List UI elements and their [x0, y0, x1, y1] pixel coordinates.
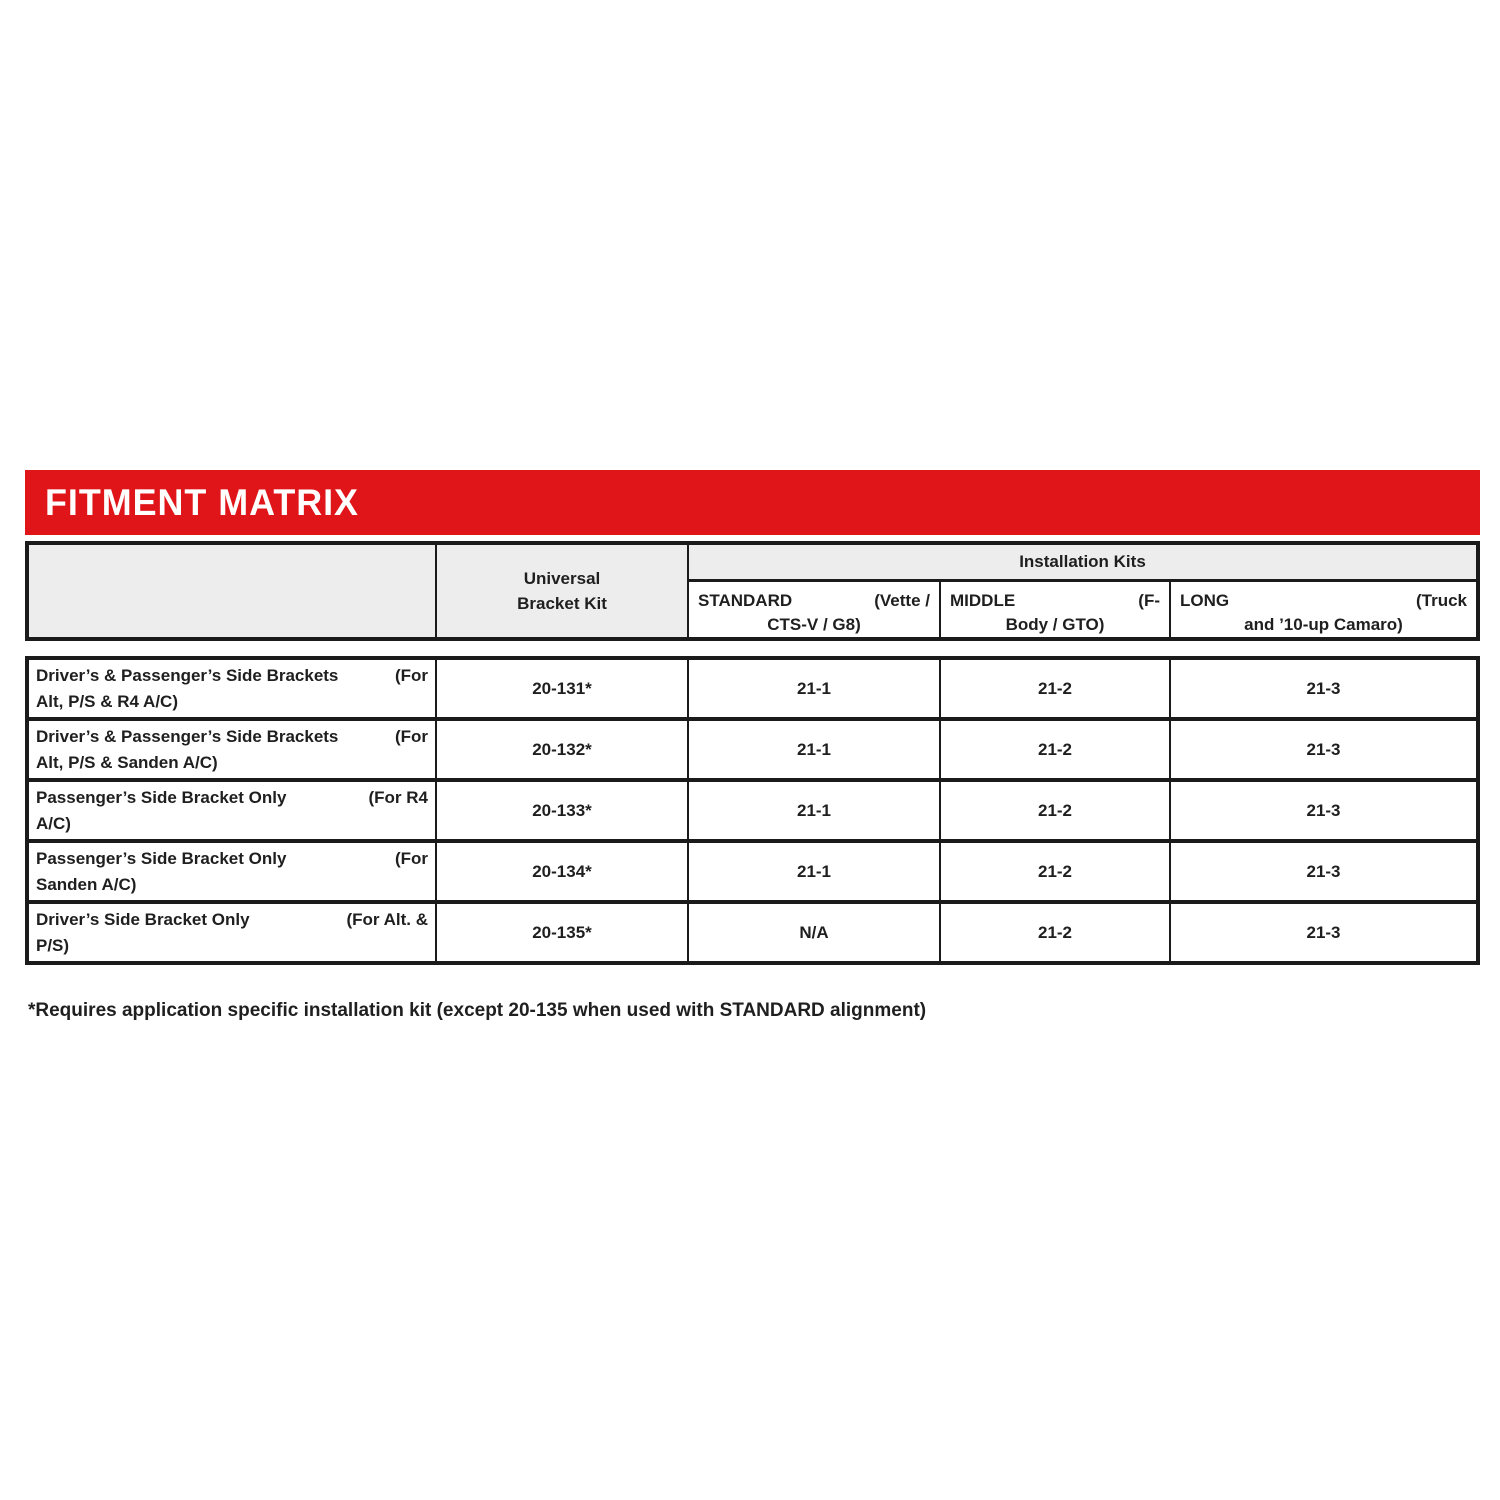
table-row — [29, 904, 1476, 961]
fitment-body-table — [25, 656, 1480, 965]
universal-kit-value: 20-134* — [437, 843, 689, 900]
row-label-line1-right: (For R4 — [368, 788, 428, 807]
long-kit-applications-part2: and ’10-up Camaro) — [1244, 615, 1403, 634]
middle-kit-applications-part2: Body / GTO) — [1005, 615, 1105, 634]
standard-kit-value: 21-1 — [689, 843, 941, 900]
universal-kit-value: 20-131* — [437, 660, 689, 717]
row-label-line1-left: Passenger’s Side Bracket Only — [36, 849, 287, 868]
row-label-line2: P/S) — [36, 936, 70, 955]
header-long-kit — [1171, 582, 1476, 637]
middle-kit-value: 21-2 — [941, 843, 1171, 900]
middle-kit-applications-part1: (F- — [1138, 591, 1160, 610]
row-label-line1-right: (For — [394, 666, 428, 685]
universal-kit-value: 20-135* — [437, 904, 689, 961]
standard-kit-applications-part2: CTS-V / G8) — [767, 615, 861, 634]
long-kit-applications-part1: (Truck — [1415, 591, 1467, 610]
standard-kit-value: 21-1 — [689, 721, 941, 778]
standard-kit-value: 21-1 — [689, 660, 941, 717]
universal-kit-value: 20-132* — [437, 721, 689, 778]
long-kit-value: 21-3 — [1171, 782, 1476, 839]
long-kit-value: 21-3 — [1171, 904, 1476, 961]
header-middle-kit — [941, 582, 1171, 637]
row-label-line1-left: Driver’s Side Bracket Only — [36, 910, 250, 929]
installation-kits-subheader-row — [689, 582, 1476, 637]
header-table — [25, 541, 1480, 641]
table-row — [29, 721, 1476, 782]
table-row — [29, 843, 1476, 904]
universal-bracket-kit-line2: Bracket Kit — [517, 594, 607, 613]
table-row — [29, 782, 1476, 843]
row-label-line1-right: (For — [394, 849, 428, 868]
long-kit-value: 21-3 — [1171, 660, 1476, 717]
middle-kit-value: 21-2 — [941, 904, 1171, 961]
middle-kit-value: 21-2 — [941, 721, 1171, 778]
row-label-line2: A/C) — [36, 814, 71, 833]
row-label — [29, 843, 437, 900]
row-label-line2: Alt, P/S & Sanden A/C) — [36, 753, 218, 772]
standard-kit-applications-part1: (Vette / — [874, 591, 930, 610]
standard-kit-name: STANDARD — [698, 591, 793, 610]
header-universal-bracket-kit — [437, 545, 689, 637]
fitment-matrix-banner — [25, 470, 1480, 535]
row-label-line1-right: (For Alt. & — [346, 910, 428, 929]
long-kit-value: 21-3 — [1171, 721, 1476, 778]
middle-kit-name: MIDDLE — [950, 591, 1016, 610]
row-label-line1-right: (For — [394, 727, 428, 746]
row-label — [29, 904, 437, 961]
row-label — [29, 660, 437, 717]
long-kit-value: 21-3 — [1171, 843, 1476, 900]
standard-kit-value: 21-1 — [689, 782, 941, 839]
universal-kit-value: 20-133* — [437, 782, 689, 839]
header-standard-kit — [689, 582, 941, 637]
footnote: *Requires application specific installation kit (except 20-135 when used with STANDARD alignment) — [28, 1000, 927, 1021]
standard-kit-value: N/A — [689, 904, 941, 961]
row-label — [29, 782, 437, 839]
row-label-line1-left: Passenger’s Side Bracket Only — [36, 788, 287, 807]
header-empty-cell — [29, 545, 437, 637]
middle-kit-value: 21-2 — [941, 660, 1171, 717]
row-label-line2: Alt, P/S & R4 A/C) — [36, 692, 178, 711]
table-row — [29, 660, 1476, 721]
installation-kits-header: Installation Kits — [689, 545, 1476, 582]
middle-kit-value: 21-2 — [941, 782, 1171, 839]
installation-kits-group — [689, 545, 1476, 637]
row-label-line1-left: Driver’s & Passenger’s Side Brackets — [36, 727, 339, 746]
universal-bracket-kit-line1: Universal — [523, 569, 601, 588]
page-title: FITMENT MATRIX — [45, 481, 359, 523]
row-label-line1-left: Driver’s & Passenger’s Side Brackets — [36, 666, 339, 685]
row-label — [29, 721, 437, 778]
long-kit-name: LONG — [1180, 591, 1230, 610]
row-label-line2: Sanden A/C) — [36, 875, 137, 894]
